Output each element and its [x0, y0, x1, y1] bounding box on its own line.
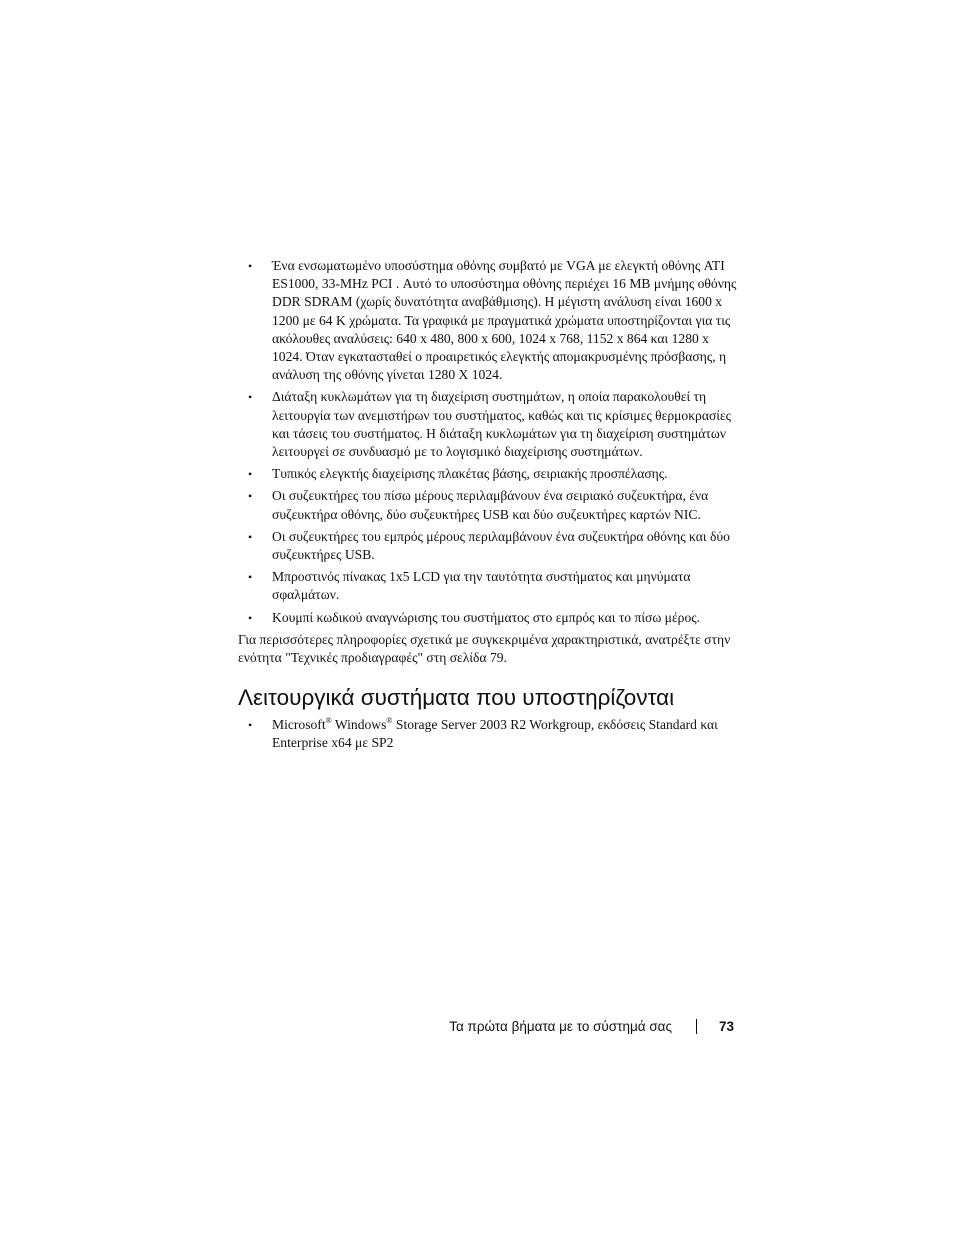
footer-title: Τα πρώτα βήματα με το σύστημά σας [449, 1019, 672, 1034]
list-item [238, 609, 738, 627]
list-item-text: Κουμπί κωδικού αναγνώρισης του συστήματος στο εμπρός και το πίσω μέρος. [272, 609, 701, 625]
list-item-text: Μπροστινός πίνακας 1x5 LCD για την ταυτότητα συστήματος και μηνύματα σφαλμάτων. [272, 569, 691, 603]
page-number: 73 [718, 1019, 734, 1034]
list-item [238, 465, 738, 483]
list-item-text: Ένα ενσωματωμένο υποσύστημα οθόνης συμβατό με VGA με ελεγκτή οθόνης ATI ES1000, 33-MHz PCI . Αυτό το υποσύστημα οθόνης περιέχει 16 MB μνήμης οθόνης DDR SDRAM (χωρίς δυνατότητα αναβάθμισης). Η μέγιστη ανάλυση είναι 1600 x 1200 με 64 K χρώματα. Τα γραφικά με πραγματικά χρώματα υποστηρίζονται για τις ακόλουθες αναλύσεις: 640 x 480, 800 x 600, 1024 x 768, 1152 x 864 και 1280 x 1024. Όταν εγκατασταθεί ο προαιρετικός ελεγκτής απομακρυσμένης πρόσβασης, η ανάλυση της οθόνης γίνεται 1280 X 1024. [272, 258, 737, 383]
bullet-icon: • [248, 529, 253, 544]
list-item [238, 487, 738, 523]
list-item-text: Οι συζευκτήρες του πίσω μέρους περιλαμβάνουν ένα σειριακό συζευκτήρα, ένα συζευκτήρα οθόνης, δύο συζευκτήρες USB και δύο συζευκτήρες καρτών NIC. [272, 488, 709, 522]
os-edition: Storage Server 2003 R2 Workgroup, εκδόσεις Standard και Enterprise x64 με SP2 [272, 717, 718, 751]
list-item [238, 257, 738, 384]
list-item [238, 568, 738, 604]
bullet-icon: • [248, 718, 253, 733]
bullet-icon: • [248, 467, 253, 482]
bullet-icon: • [248, 570, 253, 585]
features-list [238, 257, 738, 627]
list-item [238, 716, 738, 752]
bullet-icon: • [248, 390, 253, 405]
os-product: Windows [331, 717, 387, 733]
registered-mark: ® [325, 716, 332, 726]
registered-mark: ® [386, 716, 393, 726]
os-vendor: Microsoft [272, 717, 326, 733]
list-item [238, 528, 738, 564]
list-item-text: Οι συζευκτήρες του εμπρός μέρους περιλαμβάνουν ένα συζευκτήρα οθόνης και δύο συζευκτήρες USB. [272, 528, 730, 563]
reference-paragraph: Για περισσότερες πληροφορίες σχετικά με συγκεκριμένα χαρακτηριστικά, ανατρέξτε στην ενότητα "Τεχνικές προδιαγραφές" στη σελίδα 79. [238, 631, 731, 666]
footer-divider [696, 1019, 697, 1034]
page-footer [449, 1019, 734, 1034]
list-item-text: Διάταξη κυκλωμάτων για τη διαχείριση συστημάτων, η οποία παρακολουθεί τη λειτουργία των ανεμιστήρων του συστήματος, καθώς και τις κρίσιμες θερμοκρασίες και τάσεις του συστήματος. Η διάταξη κυκλωμάτων για τη διαχείριση συστημάτων λειτουργεί σε συνδυασμό με το λογισμικό διαχείρισης συστημάτων. [272, 389, 732, 460]
bullet-icon: • [248, 259, 253, 273]
section-heading: Λειτουργικά συστήματα που υποστηρίζονται [238, 685, 675, 711]
bullet-icon: • [248, 489, 253, 504]
list-item-text: Τυπικός ελεγκτής διαχείρισης πλακέτας βάσης, σειριακής προσπέλασης. [272, 466, 668, 482]
os-item-text [272, 717, 718, 750]
page-content [238, 257, 738, 757]
list-item [238, 388, 738, 461]
bullet-icon: • [248, 610, 253, 625]
os-list [238, 716, 738, 752]
